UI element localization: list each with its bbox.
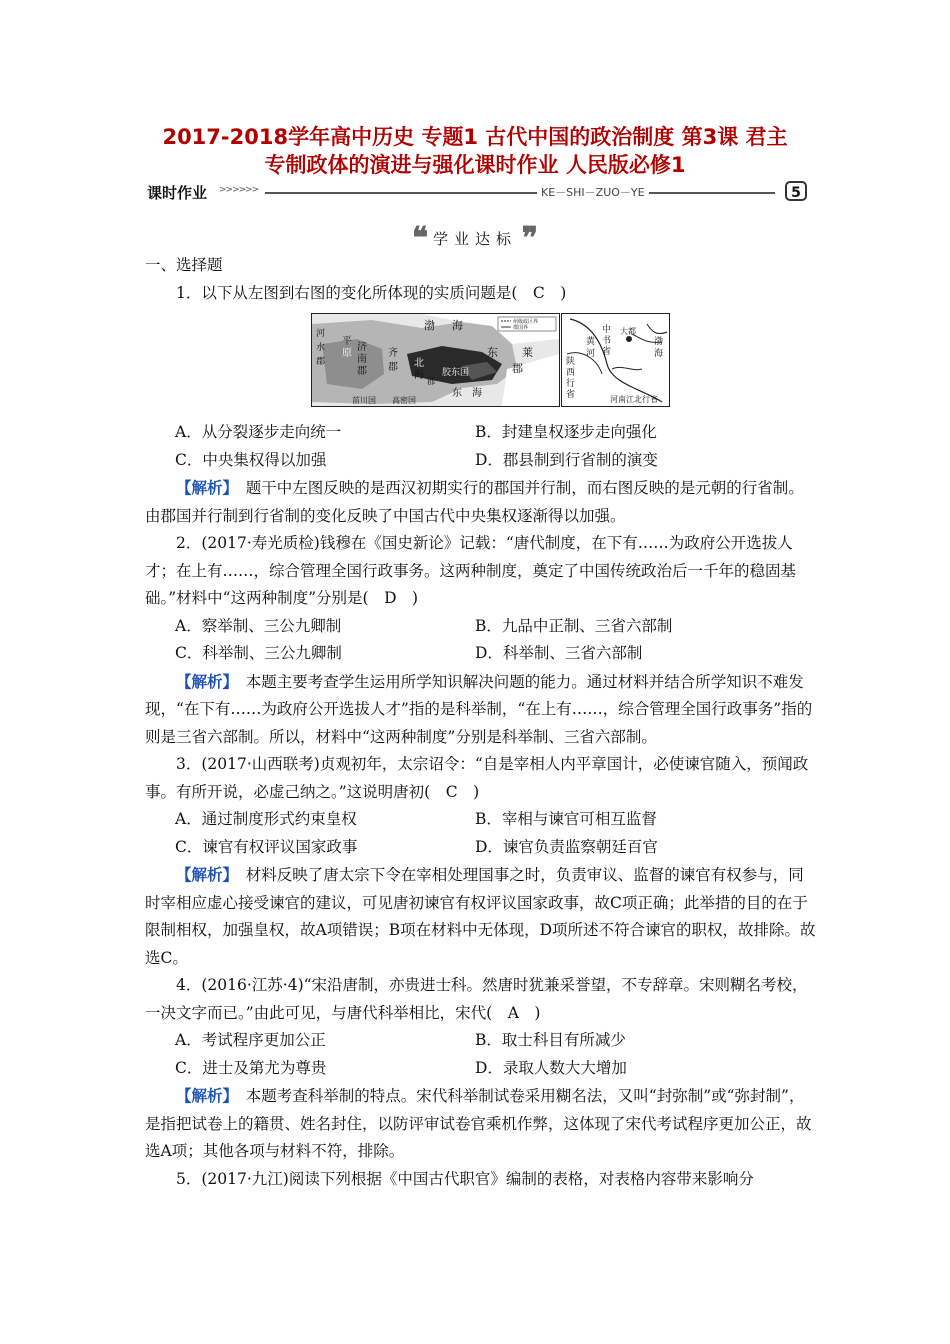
map-label-qi: 齐 [388,348,398,359]
question-1-options-row-2 [145,447,817,475]
banner-arrows: >>>>>> [219,185,259,195]
map-label-dadu: 大都 [620,327,636,336]
analysis-text: 题干中左图反映的是西汉初期实行的郡国并行制，而右图反映的是元朝的行省制。由郡国并行制到行省制的变化反映了中国古代中央集权逐渐得以加强。 [145,479,804,525]
question-3-option-c: C．谏官有权评议国家政事 [175,837,358,856]
map-label-bo-r: 渤 [654,337,664,347]
map-label-bei: 北 [414,358,424,369]
analysis-text: 材料反映了唐太宗下令在宰相处理国事之时，负责审议、监督的谏官有权参与，同时宰相应虚心接受谏官的建议，可见唐初谏官有权评议国家政事，故C项正确；此举措的目的在于限制相权，加强皇权，故A项错误；B项在材料中无体现，D项所述不符合谏官的职权，故排除。故选C。 [145,866,816,967]
question-2-option-b: B．九品中正制、三省六部制 [475,616,673,635]
map-label-lai: 莱 [522,346,533,359]
map-label-shui: 水 [316,343,326,353]
analysis-tag: 【解析】 [176,1086,231,1105]
map-label-sheng: 省 [602,347,612,357]
close-quote-icon: ❞ [521,220,538,256]
west-han-map [311,313,560,407]
part-heading: 一、选择题 [145,256,223,274]
banner-label: 课时作业 [147,184,208,202]
question-body [145,252,817,1193]
question-4-option-a: A．考试程序更加公正 [175,1031,326,1049]
map-label-hai: 海 [452,319,463,332]
open-quote-icon: ❝ [412,220,429,256]
map-label-gaomi: 高密国 [392,396,416,405]
question-2-option-a: A．察举制、三公九卿制 [175,616,342,635]
map-label-xi: 西 [566,368,576,378]
map-label-he: 河 [316,329,326,339]
section-title: 学业达标 [432,230,517,248]
question-2-analysis [145,668,817,752]
map-label-jun3: 郡 [388,362,398,373]
map-label-bo: 渤 [424,319,435,332]
map-label-xing: 行 [566,379,576,389]
banner-pinyin: KE－SHI－ZUO－YE [537,184,649,200]
map-label-hai3: 海 [472,388,482,399]
question-4-stem: 4．(2016·江苏·4)“宋沿唐制，亦贵进士科。然唐时犹兼采誉望，不专辞章。宋则糊名考校，一决文字而已。”由此可见，与唐代科举相比，宋代( A ) [145,976,808,1022]
map-label-jun2: 郡 [357,366,367,377]
map-label-sheng-r: 省 [566,390,576,400]
map-label-zhong: 中 [602,325,612,335]
question-4-options-row-1 [145,1027,817,1055]
question-3-options-row-1 [145,806,817,834]
map-label-shan: 陕 [566,357,576,367]
question-3-analysis [145,861,817,972]
map-label-hai2: 海 [414,370,424,381]
analysis-tag: 【解析】 [176,865,231,884]
map-label-dong2: 东 [452,388,462,399]
title-line-2: 专制政体的演进与强化课时作业 人民版必修1 [264,153,686,177]
question-5-stem: 5．(2017·九江)阅读下列根据《中国古代职官》编制的表格，对表格内容带来影响分 [176,1169,754,1188]
yuan-province-map [561,313,670,407]
map-label-ji: 济 [357,342,367,353]
question-1-options-row-1 [145,419,817,447]
question-2-option-c: C．科举制、三公九卿制 [175,644,342,662]
section-heading [0,220,950,256]
question-1-analysis [145,474,817,530]
question-3-option-b: B．宰相与谏官可相互监督 [475,810,657,828]
banner-number-badge: 5 [785,181,807,201]
question-4-options-row-2 [145,1055,817,1083]
question-3-option-a: A．通过制度形式约束皇权 [175,810,357,828]
map-label-yuan: 原 [342,348,352,359]
map-label-jun5: 郡 [316,357,326,367]
analysis-text: 本题主要考查学生运用所学知识解决问题的能力。通过材料并结合所学知识不难发现，“在下有……为政府公开选拔人才”指的是科举制，“在上有……，综合管理全国行政事务”指的则是三省六部制。所以，材料中“这两种制度”分别是科举制、三省六部制。 [145,672,813,746]
question-4-option-d: D．录取人数大大增加 [475,1058,627,1077]
question-4-option-b: B．取士科目有所减少 [475,1031,626,1049]
map-label-ping: 平 [342,336,352,347]
question-1-option-a: A．从分裂逐步走向统一 [175,423,342,441]
analysis-tag: 【解析】 [176,671,231,691]
document-title [120,123,830,179]
question-1-option-d: D．郡县制到行省制的演变 [475,450,658,469]
homework-banner [147,181,807,203]
map-label-he-r: 河 [586,349,596,359]
map-label-jun: 郡 [512,362,523,375]
map-label-shu: 书 [602,336,612,346]
question-4-option-c: C．进士及第尤为尊贵 [175,1058,327,1077]
banner-rule [265,192,775,194]
title-line-1: 2017-2018学年高中历史 专题1 古代中国的政治制度 第3课 君主 [162,125,788,149]
question-3-stem: 3．(2017·山西联考)贞观初年，太宗诏令：“自是宰相人内平章国计，必使谏官随入，预闻政事。有所开说，必虚己纳之。”这说明唐初( C ) [145,755,809,801]
map-label-dong: 东 [487,346,498,359]
analysis-text: 本题考查科举制的特点。宋代科举制试卷采用糊名法，又叫“封弥制”或“弥封制”，是指把试卷上的籍贯、姓名封住，以防评审试卷官乘机作弊，这体现了宋代考试程序更加公正，故选A项；其他各项与材料不符，排除。 [145,1087,812,1160]
map-legend-prov: 州级政区界 [513,319,539,325]
map-label-hai-r: 海 [654,349,664,359]
analysis-tag: 【解析】 [176,478,231,497]
question-3-options-row-2 [145,834,817,862]
question-3-option-d: D．谏官负责监察朝廷百官 [475,837,658,856]
question-1-option-c: C．中央集权得以加强 [175,450,327,469]
map-label-jiaodong: 胶东国 [442,368,470,378]
question-2-options-row-2 [145,640,817,668]
question-1-option-b: B．封建皇权逐步走向强化 [475,423,657,441]
map-label-huang: 黄 [586,337,596,347]
map-label-zichuan: 菑川国 [352,396,376,405]
map-legend-commandery: 郡国界 [513,325,529,331]
question-4-analysis [145,1082,817,1166]
map-label-jun4: 郡 [427,377,435,386]
map-label-henan: 河南江北行省 [610,395,658,404]
question-1-stem: 1．以下从左图到右图的变化所体现的实质问题是( C ) [176,283,567,302]
map-label-nan: 南 [357,354,367,365]
question-2-options-row-1 [145,613,817,641]
question-2-stem: 2．(2017·寿光质检)钱穆在《国史新论》记载：“唐代制度，在下有……为政府公开选拔人才；在上有……，综合管理全国行政事务。这两种制度，奠定了中国传统政治后一千年的稳固基础。”材料中“这两种制度”分别是( D ) [145,534,797,607]
question-1-figure [145,313,817,415]
question-2-option-d: D．科举制、三省六部制 [475,644,643,662]
